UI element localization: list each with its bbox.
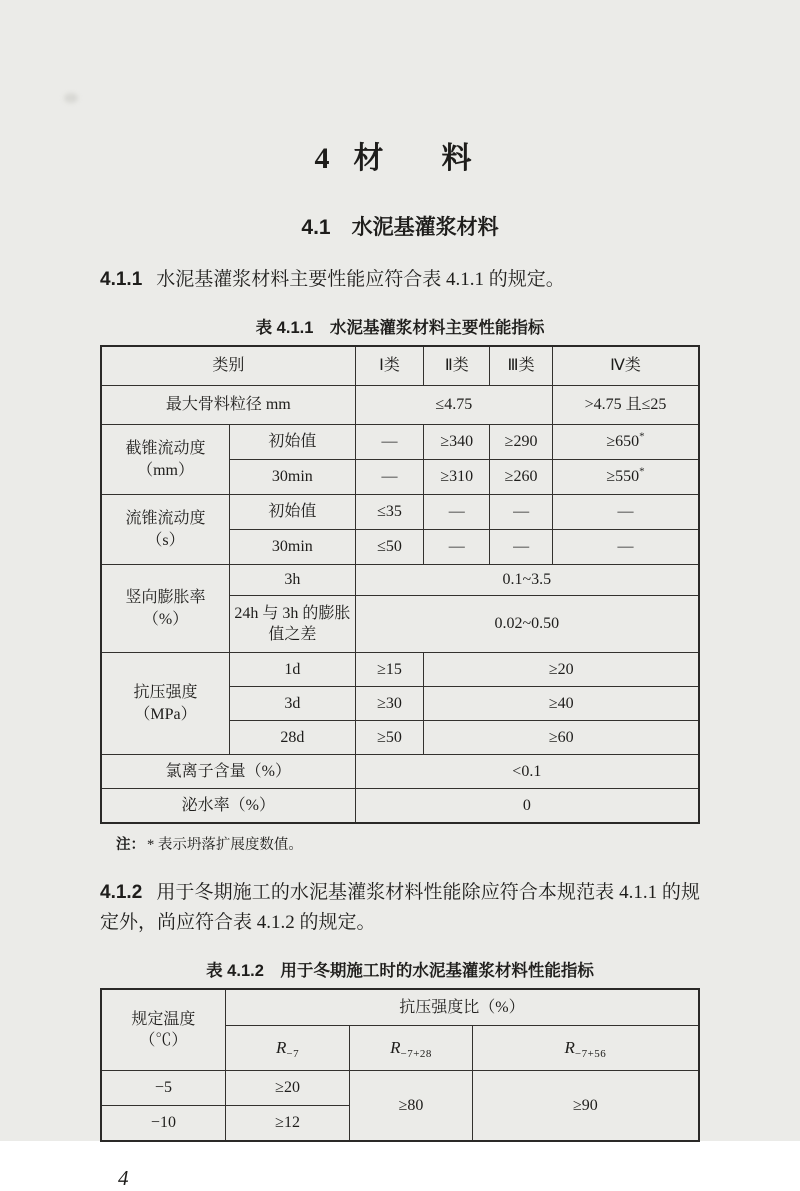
cell-max-aggregate-c123: ≤4.75 [355, 386, 552, 425]
cell-max-aggregate-label: 最大骨料粒径 mm [101, 386, 355, 425]
cell-tc-initial-c1: — [355, 425, 424, 460]
label-line: 流锥流动度 [125, 510, 206, 528]
scan-artifact [64, 93, 78, 103]
r-symbol: R [276, 1037, 287, 1057]
cell-truncated-cone-label [101, 425, 230, 495]
cell-flow-cone-label [101, 495, 230, 565]
cell-bleeding-label: 泌水率（%） [101, 789, 355, 824]
cell-fc-initial-sub: 初始值 [230, 495, 356, 530]
table-row [101, 789, 699, 824]
table-row [101, 346, 699, 386]
cell-fc-30min-c1: ≤50 [355, 530, 424, 565]
cell-minus5-temp: −5 [101, 1071, 225, 1106]
cell-fc-30min-c3: — [490, 530, 553, 565]
table-4-1-1-caption: 表 4.1.1 水泥基灌浆材料主要性能指标 [255, 319, 545, 338]
r-symbol: R [564, 1037, 575, 1057]
r-symbol: R [390, 1037, 401, 1057]
cell-header-class2: Ⅱ类 [424, 346, 490, 386]
cell-fc-initial-c4: — [552, 495, 699, 530]
cell-ve-3h-sub: 3h [230, 565, 356, 596]
cell-fc-30min-sub: 30min [230, 530, 356, 565]
label-line: 截锥流动度 [125, 440, 206, 458]
cell-fc-initial-c3: — [490, 495, 553, 530]
cell-vertical-expansion-label [101, 565, 230, 653]
value: ≥550 [606, 468, 640, 486]
cell-compressive-strength-label [101, 653, 230, 755]
r-subscript: −7+28 [400, 1048, 432, 1061]
cell-minus10-temp: −10 [101, 1106, 225, 1142]
cell-temp-header [101, 989, 225, 1071]
cell-r756-header [472, 1026, 699, 1071]
cell-chloride-value: <0.1 [355, 755, 699, 789]
label-line: 抗压强度 [133, 684, 198, 702]
label-line: （℃） [139, 1032, 188, 1050]
clause-4-1-2-text: 用于冬期施工的水泥基灌浆材料性能除应符合本规范表 4.1.1 的规定外，尚应符合表 4.1.2 的规定。 [100, 882, 700, 934]
table-row [101, 495, 699, 530]
page-number: 4 [118, 1166, 129, 1191]
note-label: 注： [116, 837, 145, 854]
cell-ve-diff-value: 0.02~0.50 [355, 596, 699, 653]
cell-fc-30min-c2: — [424, 530, 490, 565]
table-row [101, 653, 699, 687]
cell-max-aggregate-c4: >4.75 且≤25 [552, 386, 699, 425]
cell-cs-3d-c1: ≥30 [355, 687, 424, 721]
section-heading: 4.1 水泥基灌浆材料 [301, 216, 499, 239]
table-4-1-2-caption: 表 4.1.2 用于冬期施工时的水泥基灌浆材料性能指标 [206, 962, 594, 981]
cell-header-category: 类别 [101, 346, 355, 386]
label-line: 规定温度 [131, 1010, 196, 1028]
table-row [101, 425, 699, 460]
cell-minus5-r7: ≥20 [225, 1071, 349, 1106]
cell-r7-header [225, 1026, 349, 1071]
cell-bleeding-value: 0 [355, 789, 699, 824]
cell-ratio-header: 抗压强度比（%） [225, 989, 699, 1026]
footnote-star: * [639, 466, 645, 479]
cell-tc-30min-sub: 30min [230, 460, 356, 495]
table-note [100, 833, 700, 854]
note-text: * 表示坍落扩展度数值。 [147, 837, 303, 854]
cell-tc-30min-c3: ≥260 [490, 460, 553, 495]
cell-r728-header [350, 1026, 473, 1071]
cell-cs-1d-c234: ≥20 [424, 653, 699, 687]
label-line: （MPa） [134, 705, 197, 723]
cell-header-class4: Ⅳ类 [552, 346, 699, 386]
clause-4-1-1 [100, 265, 700, 295]
cell-header-class3: Ⅲ类 [490, 346, 553, 386]
cell-tc-initial-sub: 初始值 [230, 425, 356, 460]
cell-tc-initial-c3: ≥290 [490, 425, 553, 460]
label-line: 竖向膨胀率 [125, 589, 206, 607]
table-row [101, 755, 699, 789]
cell-cs-28d-sub: 28d [230, 721, 356, 755]
clause-4-1-1-text: 水泥基灌浆材料主要性能应符合表 4.1.1 的规定。 [156, 269, 565, 290]
clause-4-1-2-number: 4.1.2 [100, 882, 143, 904]
clause-4-1-2 [100, 878, 700, 938]
chapter-title: 材 料 [353, 142, 486, 175]
label-line: （%） [142, 610, 189, 628]
cell-tc-initial-c2: ≥340 [424, 425, 490, 460]
clause-4-1-1-number: 4.1.1 [100, 269, 143, 290]
cell-ve-diff-sub: 24h 与 3h 的膨胀值之差 [230, 596, 356, 653]
label-line: （mm） [137, 461, 194, 479]
cell-ve-3h-value: 0.1~3.5 [355, 565, 699, 596]
cell-fc-initial-c2: — [424, 495, 490, 530]
cell-cs-1d-sub: 1d [230, 653, 356, 687]
cell-fc-initial-c1: ≤35 [355, 495, 424, 530]
label-line: （s） [146, 531, 185, 549]
table-row [101, 565, 699, 596]
cell-cs-28d-c234: ≥60 [424, 721, 699, 755]
footnote-star: * [639, 431, 645, 444]
cell-cs-3d-sub: 3d [230, 687, 356, 721]
cell-cs-28d-c1: ≥50 [355, 721, 424, 755]
chapter-heading [100, 0, 700, 175]
cell-r728-value: ≥80 [350, 1071, 473, 1142]
chapter-number: 4 [314, 142, 330, 175]
table-4-1-2 [100, 988, 700, 1142]
cell-r756-value: ≥90 [472, 1071, 699, 1142]
table-4-1-1 [100, 345, 700, 824]
table-row [101, 1071, 699, 1106]
cell-fc-30min-c4: — [552, 530, 699, 565]
table-row [101, 989, 699, 1026]
cell-cs-3d-c234: ≥40 [424, 687, 699, 721]
r-subscript: −7 [286, 1048, 300, 1061]
cell-chloride-label: 氯离子含量（%） [101, 755, 355, 789]
r-subscript: −7+56 [574, 1048, 607, 1061]
cell-tc-30min-c4 [552, 460, 699, 495]
table-row [101, 386, 699, 425]
cell-tc-30min-c1: — [355, 460, 424, 495]
cell-tc-initial-c4 [552, 425, 699, 460]
cell-header-class1: Ⅰ类 [355, 346, 424, 386]
cell-tc-30min-c2: ≥310 [424, 460, 490, 495]
cell-minus10-r7: ≥12 [225, 1106, 349, 1142]
value: ≥650 [606, 433, 640, 451]
cell-cs-1d-c1: ≥15 [355, 653, 424, 687]
